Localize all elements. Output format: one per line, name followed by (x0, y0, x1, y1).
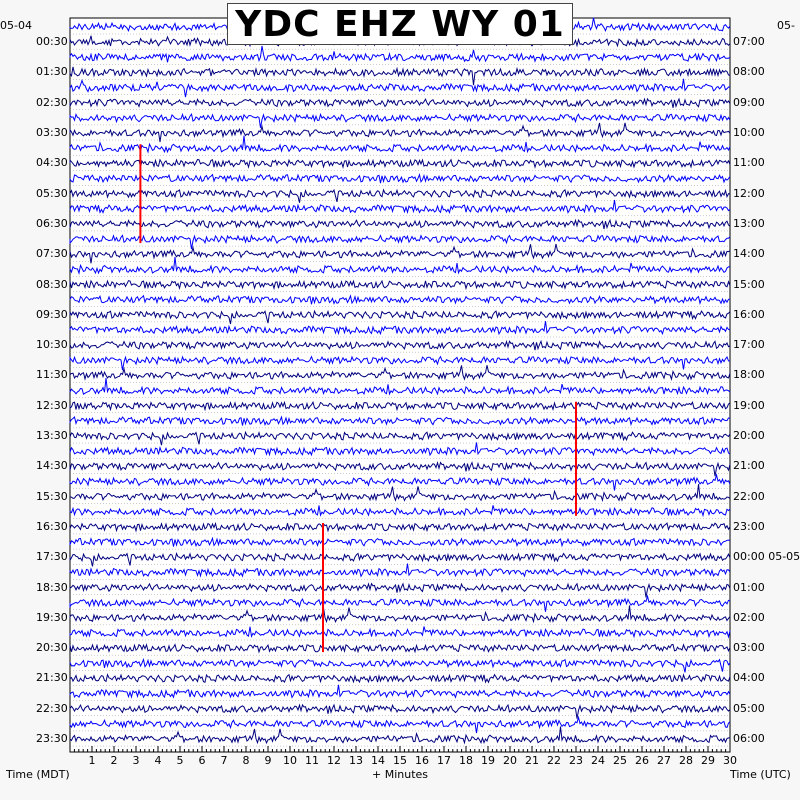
left-time-label: 14:30 (36, 459, 68, 473)
right-time-label: 15:00 (733, 277, 765, 291)
x-axis-title: + Minutes (372, 768, 429, 781)
x-tick-label: 26 (635, 754, 649, 767)
right-time-label: 11:00 (733, 156, 765, 170)
x-tick-label: 5 (176, 754, 184, 767)
x-tick-label: 2 (110, 754, 118, 767)
left-time-label: 22:30 (36, 701, 68, 715)
x-tick-label: 10 (283, 754, 297, 767)
x-tick-label: 24 (591, 754, 605, 767)
x-tick-label: 27 (657, 754, 671, 767)
left-time-label: 08:30 (36, 277, 68, 291)
left-axis-title: Time (MDT) (6, 768, 70, 781)
right-time-label: 10:00 (733, 126, 765, 140)
right-date-label: 05- (777, 19, 795, 32)
x-tick-label: 4 (154, 754, 162, 767)
x-tick-label: 6 (198, 754, 206, 767)
x-tick-label: 30 (723, 754, 737, 767)
x-tick-label: 14 (371, 754, 385, 767)
right-time-label: 00:00 05-05 (733, 550, 800, 564)
x-tick-label: 7 (220, 754, 228, 767)
left-time-label: 10:30 (36, 338, 68, 352)
left-time-label: 15:30 (36, 489, 68, 503)
right-time-label: 03:00 (733, 641, 765, 655)
left-time-label: 03:30 (36, 126, 68, 140)
right-time-label: 07:00 (733, 35, 765, 49)
x-tick-label: 17 (437, 754, 451, 767)
x-tick-label: 9 (264, 754, 272, 767)
left-time-label: 12:30 (36, 398, 68, 412)
right-time-label: 17:00 (733, 338, 765, 352)
left-time-label: 16:30 (36, 519, 68, 533)
right-time-label: 06:00 (733, 732, 765, 746)
x-tick-label: 29 (701, 754, 715, 767)
left-time-label: 02:30 (36, 95, 68, 109)
left-time-label: 13:30 (36, 429, 68, 443)
left-time-label: 19:30 (36, 610, 68, 624)
left-time-label: 00:30 (36, 35, 68, 49)
right-time-label: 12:00 (733, 186, 765, 200)
left-time-label: 06:30 (36, 216, 68, 230)
left-time-label: 07:30 (36, 247, 68, 261)
left-time-label: 21:30 (36, 671, 68, 685)
x-tick-label: 21 (525, 754, 539, 767)
left-time-label: 23:30 (36, 732, 68, 746)
x-tick-label: 23 (569, 754, 583, 767)
right-time-label: 05:00 (733, 701, 765, 715)
right-time-label: 02:00 (733, 610, 765, 624)
right-time-label: 23:00 (733, 519, 765, 533)
right-axis-title: Time (UTC) (730, 768, 791, 781)
x-tick-label: 19 (481, 754, 495, 767)
left-time-label: 04:30 (36, 156, 68, 170)
left-time-label: 05:30 (36, 186, 68, 200)
x-tick-label: 20 (503, 754, 517, 767)
right-time-label: 18:00 (733, 368, 765, 382)
x-tick-label: 18 (459, 754, 473, 767)
x-tick-label: 12 (327, 754, 341, 767)
x-tick-label: 15 (393, 754, 407, 767)
x-tick-label: 13 (349, 754, 363, 767)
chart-title: YDC EHZ WY 01 (227, 3, 573, 45)
x-tick-label: 3 (132, 754, 140, 767)
right-time-label: 01:00 (733, 580, 765, 594)
x-tick-label: 8 (242, 754, 250, 767)
right-time-label: 04:00 (733, 671, 765, 685)
left-time-label: 17:30 (36, 550, 68, 564)
left-date-label: 05-04 (0, 19, 32, 32)
right-time-label: 13:00 (733, 216, 765, 230)
left-time-label: 18:30 (36, 580, 68, 594)
x-tick-label: 22 (547, 754, 561, 767)
right-time-label: 16:00 (733, 307, 765, 321)
x-tick-label: 11 (305, 754, 319, 767)
left-time-label: 11:30 (36, 368, 68, 382)
right-time-label: 20:00 (733, 429, 765, 443)
right-time-label: 21:00 (733, 459, 765, 473)
right-time-label: 14:00 (733, 247, 765, 261)
left-time-label: 09:30 (36, 307, 68, 321)
right-time-label: 08:00 (733, 65, 765, 79)
plot-area (70, 18, 730, 752)
x-tick-label: 25 (613, 754, 627, 767)
left-time-label: 20:30 (36, 641, 68, 655)
right-time-label: 19:00 (733, 398, 765, 412)
right-time-label: 22:00 (733, 489, 765, 503)
x-tick-label: 1 (88, 754, 96, 767)
left-time-label: 01:30 (36, 65, 68, 79)
right-time-label: 09:00 (733, 95, 765, 109)
x-tick-label: 16 (415, 754, 429, 767)
x-tick-label: 28 (679, 754, 693, 767)
